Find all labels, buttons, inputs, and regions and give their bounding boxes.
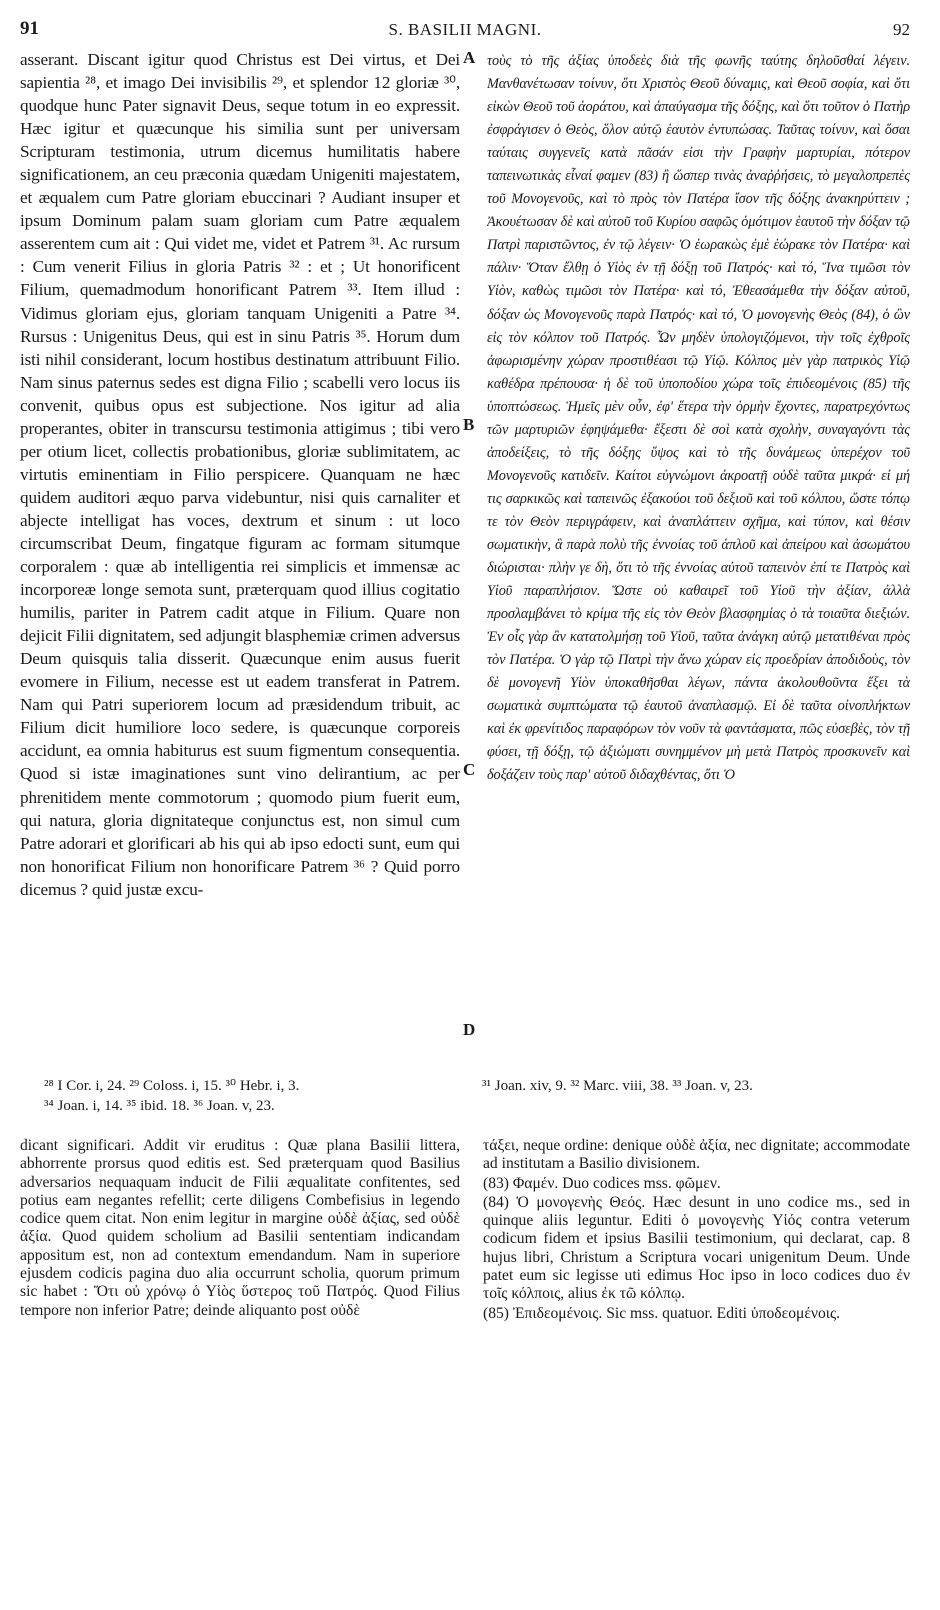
footnote-line: ³⁴ Joan. i, 14. ³⁵ ibid. 18. ³⁶ Joan. v, 23. [44,1098,275,1114]
footnote-line: ³¹ Joan. xiv, 9. ³² Marc. viii, 38. ³³ Joan. v, 23. [482,1078,753,1094]
running-title: S. BASILII MAGNI. [388,20,542,39]
editor-notes-right [483,1137,910,1324]
editor-notes-left [20,1137,460,1320]
latin-paragraph: asserant. Discant igitur quod Christus est Dei virtus, et Dei sapientia ²⁸, et imago Dei invisibilis ²⁹, et splendor 12 gloriæ ³⁰, quodque hunc Pater signavit Deus, seque totum in eo expressit. Hæc igitur et quæcunque his similia sunt per universam Scripturam testimonia, utrum dicemus humilitatis habere significationem, an ceu præconia quædam Unigeniti majestatem, et æqualem cum Patre gloriam ebuccinari ? Audiant insuper et ipsum Dominum palam suam gloriam cum Patre æqualem asserentem cum ait : Qui videt me, videt et Patrem ³¹. Ac rursum : Cum venerit Filius in gloria Patris ³² : et ; Ut honorificent Filium, quemadmodum honorificant Patrem ³³. Item illud : Vidimus gloriam ejus, gloriam tanquam Unigeniti a Patre ³⁴. Rursus : Unigenitus Deus, qui est in sinu Patris ³⁵. Horum dum isti nihil considerant, locum hostibus destinatum attribuunt Filio. Nam sinus paternus sedes est digna Filio ; scabelli vero locus iis convenit, quibus opus est subjectione. Nos igitur ad alia properantes, obiter in transcursu testimonia attigimus ; tibi vero per otium licet, collectis probationibus, gloriæ sublimitatem, ac virtutis eminentiam in Filio perspicere. Quanquam ne hæc quidem auditori æquo parva videbuntur, nisi quis carnaliter et abjecte intelligat has voces, dextrum et sinum : ut loco circumscribat Deum, fingatque figuram ac formam situmque corporalem : quæ ab intelligentia rei simplicis et immensæ ac incorporeæ longe semota sunt, præterquam quod illius cogitatio humilis, pariter in Patrem cadit atque in Filium. Quare non dejicit Filii dignitatem, sed adjungit blasphemiæ crimen adversus Deum quisquis talia disserit. Quæcunque enim ausus fuerit evomere in Filium, necesse est ut eadem transferat in Patrem. Nam qui Patri superiorem locum ad præsidendum tribuit, ac Filium dicit humiliore loco sedere, is quæcunque corporeis accidunt, ea omnia habiturus est suum figmentum consequentia. Quod si istæ imaginationes sunt vino delirantium, ac per phrenitidem mente commotorum ; quomodo pium fuerit eum, qui natura, gloria dignitateque conjunctus est, non simul cum Patre adorari et glorificari ab his qui ab ipso edocti sunt, eum qui non honorificat Filium non honorificare Patrem ³⁶ ? Quid porro dicemus ? quid justæ excu- [20,50,460,899]
greek-paragraph: τοὺς τὸ τῆς ἀξίας ὑποδεὲς διὰ τῆς φωνῆς ταύτης δηλοῦσθαί λέγειν. Μανθανέτωσαν τοίνυν, ὅτι Χριστὸς Θεοῦ δύναμις, καὶ Θεοῦ σοφία, καὶ ὅτι εἰκὼν Θεοῦ τοῦ ἀοράτου, καὶ ἀπαύγασμα τῆς δόξης, καὶ ὅτι τοῦτον ὁ Πατὴρ ἐσφράγισεν ὁ Θεὸς, ὅλον αὐτῷ ἑαυτὸν ἐντυπώσας. Ταῦτας τοίνυν, καὶ ὅσαι ταύταις συγγενεῖς κατὰ πᾶσάν εἰσι τὴν Γραφὴν μαρτυρίαι, πότερον ταπεινωτικὰς εἶναί φαμεν (83) ἢ ὥσπερ τινὰς ἀναῤῥήσεις, τὸ μεγαλοπρεπὲς τοῦ Μονογενοῦς, καὶ τὸ πρὸς τὸν Πατέρα ἴσον τῆς δόξης ἀνακηρύττειν ; Ἀκουέτωσαν δὲ καὶ αὐτοῦ τοῦ Κυρίου σαφῶς ὁμότιμον ἑαυτοῦ τὴν δόξαν τῷ Πατρὶ παριστῶντος, ἐν τῷ λέγειν· Ὁ ἑωρακὼς ἐμὲ ἑώρακε τὸν Πατέρα· καὶ πάλιν· Ὅταν ἔλθῃ ὁ Υἱὸς ἐν τῇ δόξῃ τοῦ Πατρός· καὶ τό, Ἵνα τιμῶσι τὸν Υἱὸν, καθὼς τιμῶσι τὸν Πατέρα· καὶ τό, Ἐθεασάμεθα τὴν δόξαν αὐτοῦ, δόξαν ὡς Μονογενοῦς παρὰ Πατρός· καὶ τό, Ὁ μονογενὴς Θεὸς (84), ὁ ὢν εἰς τὸν κόλπον τοῦ Πατρός. Ὧν μηδὲν ὑπολογιζόμενοι, τὴν τοῖς ἐχθροῖς ἀφωρισμένην χώραν προστιθέασι τῷ Υἱῷ. Κόλπος μὲν γὰρ πατρικὸς Υἱῷ καθέδρα πρέπουσα· ἡ δὲ τοῦ ὑποποδίου χώρα τοῖς ἐπιδεομένοις (85) τῆς ὑποπτώσεως. Ἡμεῖς μὲν οὖν, ἐφ' ἕτερα τὴν ὁρμὴν ἔχοντες, παρατρεχόντως τῶν μαρτυριῶν ἐφηψάμεθα· ἔξεστι δὲ σοὶ κατὰ σχολὴν, συναγαγόντι τὰς ἀποδείξεις, τὸ τῆς δόξης ὕψος καὶ τὸ τῆς δυνάμεως ὑπερέχον τοῦ Μονογενοῦς κατιδεῖν. Καίτοι εὐγνώμονι ἀκροατῇ οὐδὲ ταῦτα μικρά· εἰ μή τις σαρκικῶς καὶ ταπεινῶς ἐξακούοι τοῦ δεξιοῦ καὶ τοῦ κόλπου, ὥστε τόπῳ τε τὸν Θεὸν περιγράφειν, καὶ ἀναπλάττειν σχῆμα, καὶ τύπον, καὶ θέσιν σωματικὴν, ἃ παρὰ πολὺ τῆς ἐννοίας τοῦ ἁπλοῦ καὶ ἀπείρου καὶ ἀσωμάτου διώρισται· πλὴν γε δὴ, ὅτι τὸ τῆς ἐννοίας αὐτοῦ ταπεινὸν ἐπί τε Πατρὸς καὶ Υἱοῦ παραπλήσιον. Ὥστε οὐ καθαιρεῖ τοῦ Υἱοῦ τὴν ἀξίαν, ἀλλὰ προσλαμβάνει τὸ κρίμα τῆς εἰς τὸν Θεὸν βλασφημίας ὁ τὰ τοιαῦτα διεξιών. Ἐν οἷς γὰρ ἂν κατατολμήσῃ τοῦ Υἱοῦ, ταῦτα ἀνάγκη αὐτῷ μετατιθέναι πρὸς τὸν Πατέρα. Ὁ γὰρ τῷ Πατρὶ τὴν ἄνω χώραν εἰς προεδρίαν ἀποδιδοὺς, τὸν δὲ μονογενῆ Υἱὸν ὑποκαθῆσθαι λέγων, πάντα ἀκολουθοῦντα ἕξει τὰ σωματικὰ συμπτώματα τῷ ἑαυτοῦ ἀναπλασμῷ. Εἰ δὲ ταῦτα οἰνοπλήκτων καὶ ἐκ φρενίτιδος παραφόρων τὸν νοῦν τὰ φαντάσματα, πῶς εὐσεβὲς, τὸν τῇ φύσει, τῇ δόξῃ, τῷ ἀξιώματι συνημμένον μὴ μετὰ Πατρὸς προσκυνεῖν καὶ δοξάζειν τοὺς παρ' αὐτοῦ διδαχθέντας, ὅτι Ὁ [487,53,910,784]
page-number-right: 92 [893,20,910,39]
footnotes-right [482,1076,912,1096]
footnotes-left [44,1076,464,1116]
greek-column [487,50,910,788]
margin-letter-d: D [463,1020,476,1039]
running-header [20,18,910,42]
note-84: (84) Ὁ μονογενὴς Θεός. Hæc desunt in uno codice ms., sed in quinque aliis leguntur. Editi ὁ μονογενὴς Υἱός contra veterum codicum fidem et ipsius Basilii testimonium, qui declarat, cap. 8 hujus libri, Christum a Scriptura vocari unigenitum Deum. Unde patet eum sic legisse uti edimus Hoc ipso in loco codices duo ἐν τοῖς κόλποις, alius ἐκ τῶ κόλπῳ. [483,1193,910,1303]
page-number-left: 91 [20,18,39,39]
margin-letter-a: A [463,48,476,67]
margin-letter-c: C [463,760,476,779]
note-paragraph: dicant significari. Addit vir eruditus : Quæ plana Basilii littera, abhorrente prorsus quod editis est. Sed præterquam quod Basilius adversarios nequaquam inducit de Filii æqualitate confitentes, sed potius eam negantes refellit; certe diligens Combefisius in legendo codice quem citat. Non enim legitur in margine οὐδὲ ἀξίας, sed οὐδὲ ἀξία. Quod quidem scholium ad Basilii sententiam indicandam appositum est, non ad contextum emendandum. Nam in superiore ejusdem codicis pagina duo alia occurrunt scholia, quorum primum sic habet : Ὅτι οὐ χρόνῳ ὁ Υἱὸς ὕστερος τοῦ Πατρός. Quod Filius tempore non inferior Patre; deinde aliquanto post οὐδὲ [20,1137,460,1319]
latin-column [20,48,460,901]
note-83: (83) Φαμέν. Duo codices mss. φῶμεν. [483,1174,721,1192]
note-85: (85) Ἐπιδεομένοις. Sic mss. quatuor. Editi ὑποδεομένοις. [483,1304,841,1322]
margin-letter-b: B [463,415,475,434]
footnote-line: ²⁸ I Cor. i, 24. ²⁹ Coloss. i, 15. ³⁰ Hebr. i, 3. [44,1078,300,1094]
note-paragraph: τάξει, neque ordine: denique οὐδὲ ἀξία, nec dignitate; accommodate ad institutam a Basilio divisionem. [483,1137,910,1173]
